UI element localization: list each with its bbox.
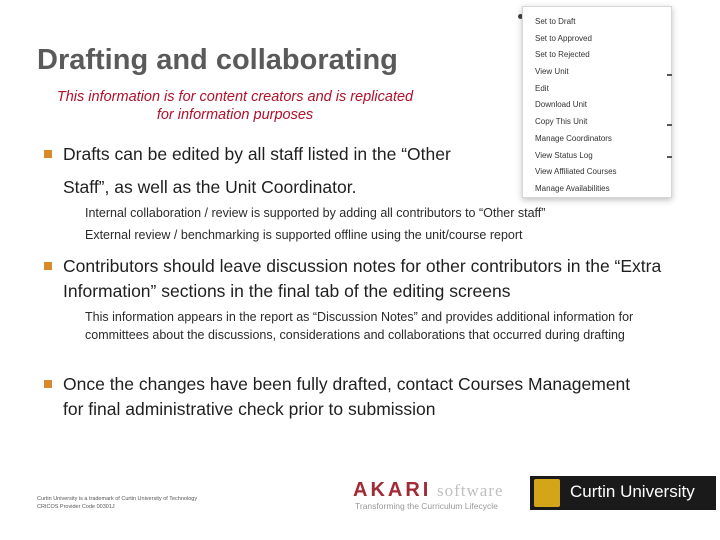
curtin-wordmark: Curtin University	[570, 482, 695, 501]
menu-item-set-to-rejected[interactable]: Set to Rejected	[535, 50, 590, 60]
menu-item-view-status-log[interactable]: View Status Log	[535, 150, 593, 160]
bullet-1	[44, 142, 514, 167]
menu-item-view-affiliated-courses[interactable]: View Affiliated Courses	[535, 167, 617, 177]
menu-edge-tick	[667, 156, 672, 158]
menu-item-set-to-approved[interactable]: Set to Approved	[535, 33, 592, 43]
bullet-marker	[44, 380, 52, 388]
akari-tagline: Transforming the Curriculum Lifecycle	[355, 501, 498, 511]
slide-title: Drafting and collaborating	[37, 44, 398, 76]
menu-item-download-unit[interactable]: Download Unit	[535, 100, 588, 110]
menu-item-manage-availabilities[interactable]: Manage Availabilities	[535, 183, 610, 193]
bullet-marker	[44, 262, 52, 270]
menu-edge-tick	[667, 74, 672, 76]
slide-subtitle: This information is for content creators and is replicated for information purposes	[56, 89, 414, 123]
menu-item-copy-this-unit[interactable]: Copy This Unit	[535, 117, 588, 127]
bullet-2-sub-1: This information appears in the report as “Discussion Notes” and provides additional information for committees about the discussions, considerations and collaborations that occurred during drafting	[85, 310, 634, 342]
menu-edge-tick	[667, 124, 672, 126]
bullet-2	[44, 254, 684, 304]
menu-item-set-to-draft[interactable]: Set to Draft	[535, 17, 576, 26]
bullet-1-sub-2: External review / benchmarking is supported offline using the unit/course report	[85, 228, 523, 242]
footer-cricos: CRICOS Provider Code 00301J	[37, 504, 115, 510]
curtin-university-logo	[530, 476, 716, 510]
akari-software-logo	[353, 479, 525, 515]
bullet-marker	[44, 150, 52, 158]
bullet-1-cont	[44, 175, 504, 200]
menu-item-edit[interactable]: Edit	[535, 83, 549, 93]
bullet-1-line-1: Drafts can be edited by all staff listed in the “Other	[63, 144, 451, 164]
footer-trademark: Curtin University is a trademark of Curtin University of Technology	[37, 496, 198, 502]
bullet-3	[44, 372, 644, 422]
curtin-crest-icon	[534, 479, 560, 507]
footer-legal	[37, 495, 197, 511]
bullet-1-sub-1: Internal collaboration / review is supported by adding all contributors to “Other staff”	[85, 206, 546, 220]
bullet-3-text: Once the changes have been fully drafted, contact Courses Management for final administrative check prior to submission	[63, 374, 631, 419]
bullet-1-line-2: Staff”, as well as the Unit Coordinator.	[63, 177, 357, 197]
akari-software-word: software	[437, 481, 504, 500]
bullet-2-text: Contributors should leave discussion notes for other contributors in the “Extra Information” sections in the final tab of the editing screens	[63, 256, 662, 301]
akari-wordmark: AKARI	[353, 479, 432, 501]
menu-item-manage-coordinators[interactable]: Manage Coordinators	[535, 133, 612, 143]
unit-actions-menu	[522, 6, 672, 198]
menu-item-view-unit[interactable]: View Unit	[535, 67, 569, 77]
